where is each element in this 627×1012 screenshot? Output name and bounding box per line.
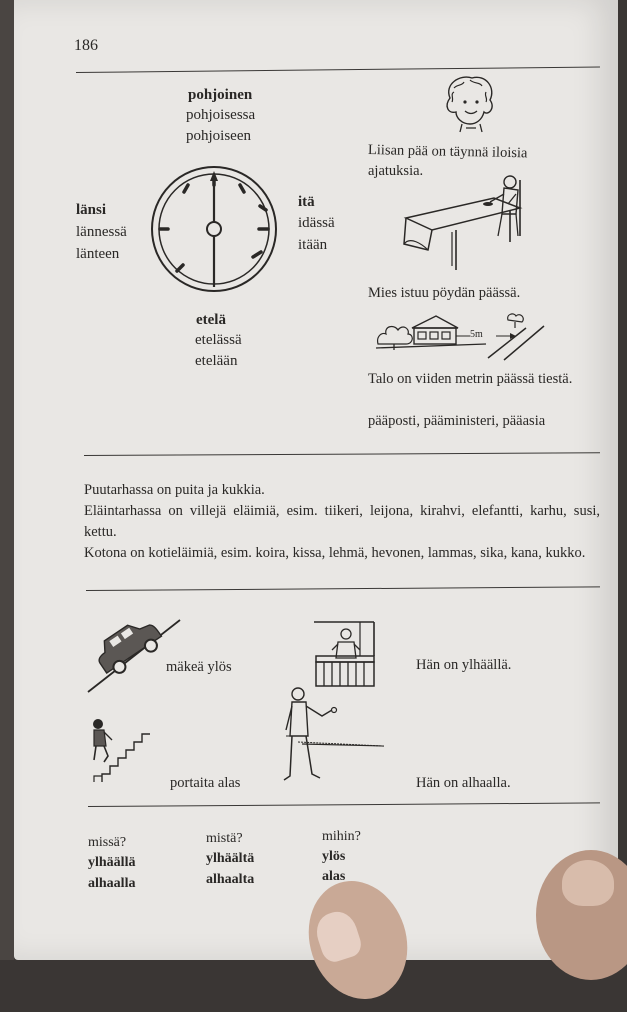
- right-thumbnail: [562, 860, 614, 906]
- form-up-to-where: ylös: [322, 849, 346, 864]
- house-road-icon: [376, 304, 551, 362]
- house-caption: Talo on viiden metrin päässä tiestä.: [368, 371, 573, 387]
- head-caption-line2: ajatuksia.: [368, 163, 424, 179]
- girl-head-icon: [440, 72, 500, 134]
- west-form-1: lännessä: [76, 224, 127, 240]
- man-at-table-icon: [398, 174, 530, 274]
- east-label: itä: [298, 194, 315, 210]
- compound-words: pääposti, pääministeri, pääasia: [368, 413, 546, 429]
- page-gutter: [0, 0, 14, 960]
- east-form-1: idässä: [298, 215, 335, 231]
- person-on-stairs-icon: [84, 716, 156, 784]
- home-sentence: Kotona on kotieläimiä, esim. koira, kissa, lehmä, hevonen, lammas, sika, kana, kukko.: [84, 545, 586, 561]
- head-caption-line1: Liisan pää on täynnä iloisia: [367, 142, 528, 162]
- west-form-2: länteen: [76, 246, 120, 262]
- form-up-where: ylhäällä: [88, 855, 136, 870]
- question-to-where: mihin?: [322, 829, 361, 844]
- south-form-2: etelään: [195, 353, 238, 369]
- form-down-where: alhaalla: [88, 876, 136, 891]
- question-from-where: mistä?: [206, 831, 243, 846]
- distance-label: 5m: [470, 329, 483, 340]
- compass-clock-icon: [150, 157, 280, 297]
- up-there-caption: Hän on ylhäällä.: [416, 657, 512, 673]
- question-where: missä?: [88, 835, 127, 850]
- table-caption: Mies istuu pöydän päässä.: [368, 285, 521, 301]
- garden-sentence: Puutarhassa on puita ja kukkia.: [84, 482, 265, 498]
- form-down-to-where: alas: [322, 869, 346, 884]
- person-standing-below-icon: [282, 686, 392, 786]
- north-label: pohjoinen: [188, 87, 253, 103]
- north-form-1: pohjoisessa: [186, 107, 256, 123]
- vocabulary-paragraph: [84, 480, 600, 564]
- east-form-2: itään: [298, 237, 328, 253]
- north-form-2: pohjoiseen: [186, 128, 251, 144]
- page-number: 186: [74, 37, 98, 54]
- south-label: etelä: [196, 312, 226, 328]
- form-down-from-where: alhaalta: [206, 872, 255, 887]
- stairs-caption: portaita alas: [170, 775, 241, 791]
- zoo-sentence: Eläintarhassa on villejä eläimiä, esim. tiikeri, leijona, kirahvi, elefantti, karhu, susi, kettu.: [84, 503, 600, 540]
- west-label: länsi: [76, 202, 107, 218]
- uphill-caption: mäkeä ylös: [166, 659, 232, 675]
- car-uphill-icon: [86, 614, 184, 694]
- down-there-caption: Hän on alhaalla.: [416, 775, 511, 791]
- person-on-balcony-icon: [312, 620, 378, 690]
- form-up-from-where: ylhäältä: [206, 851, 255, 866]
- south-form-1: etelässä: [195, 332, 242, 348]
